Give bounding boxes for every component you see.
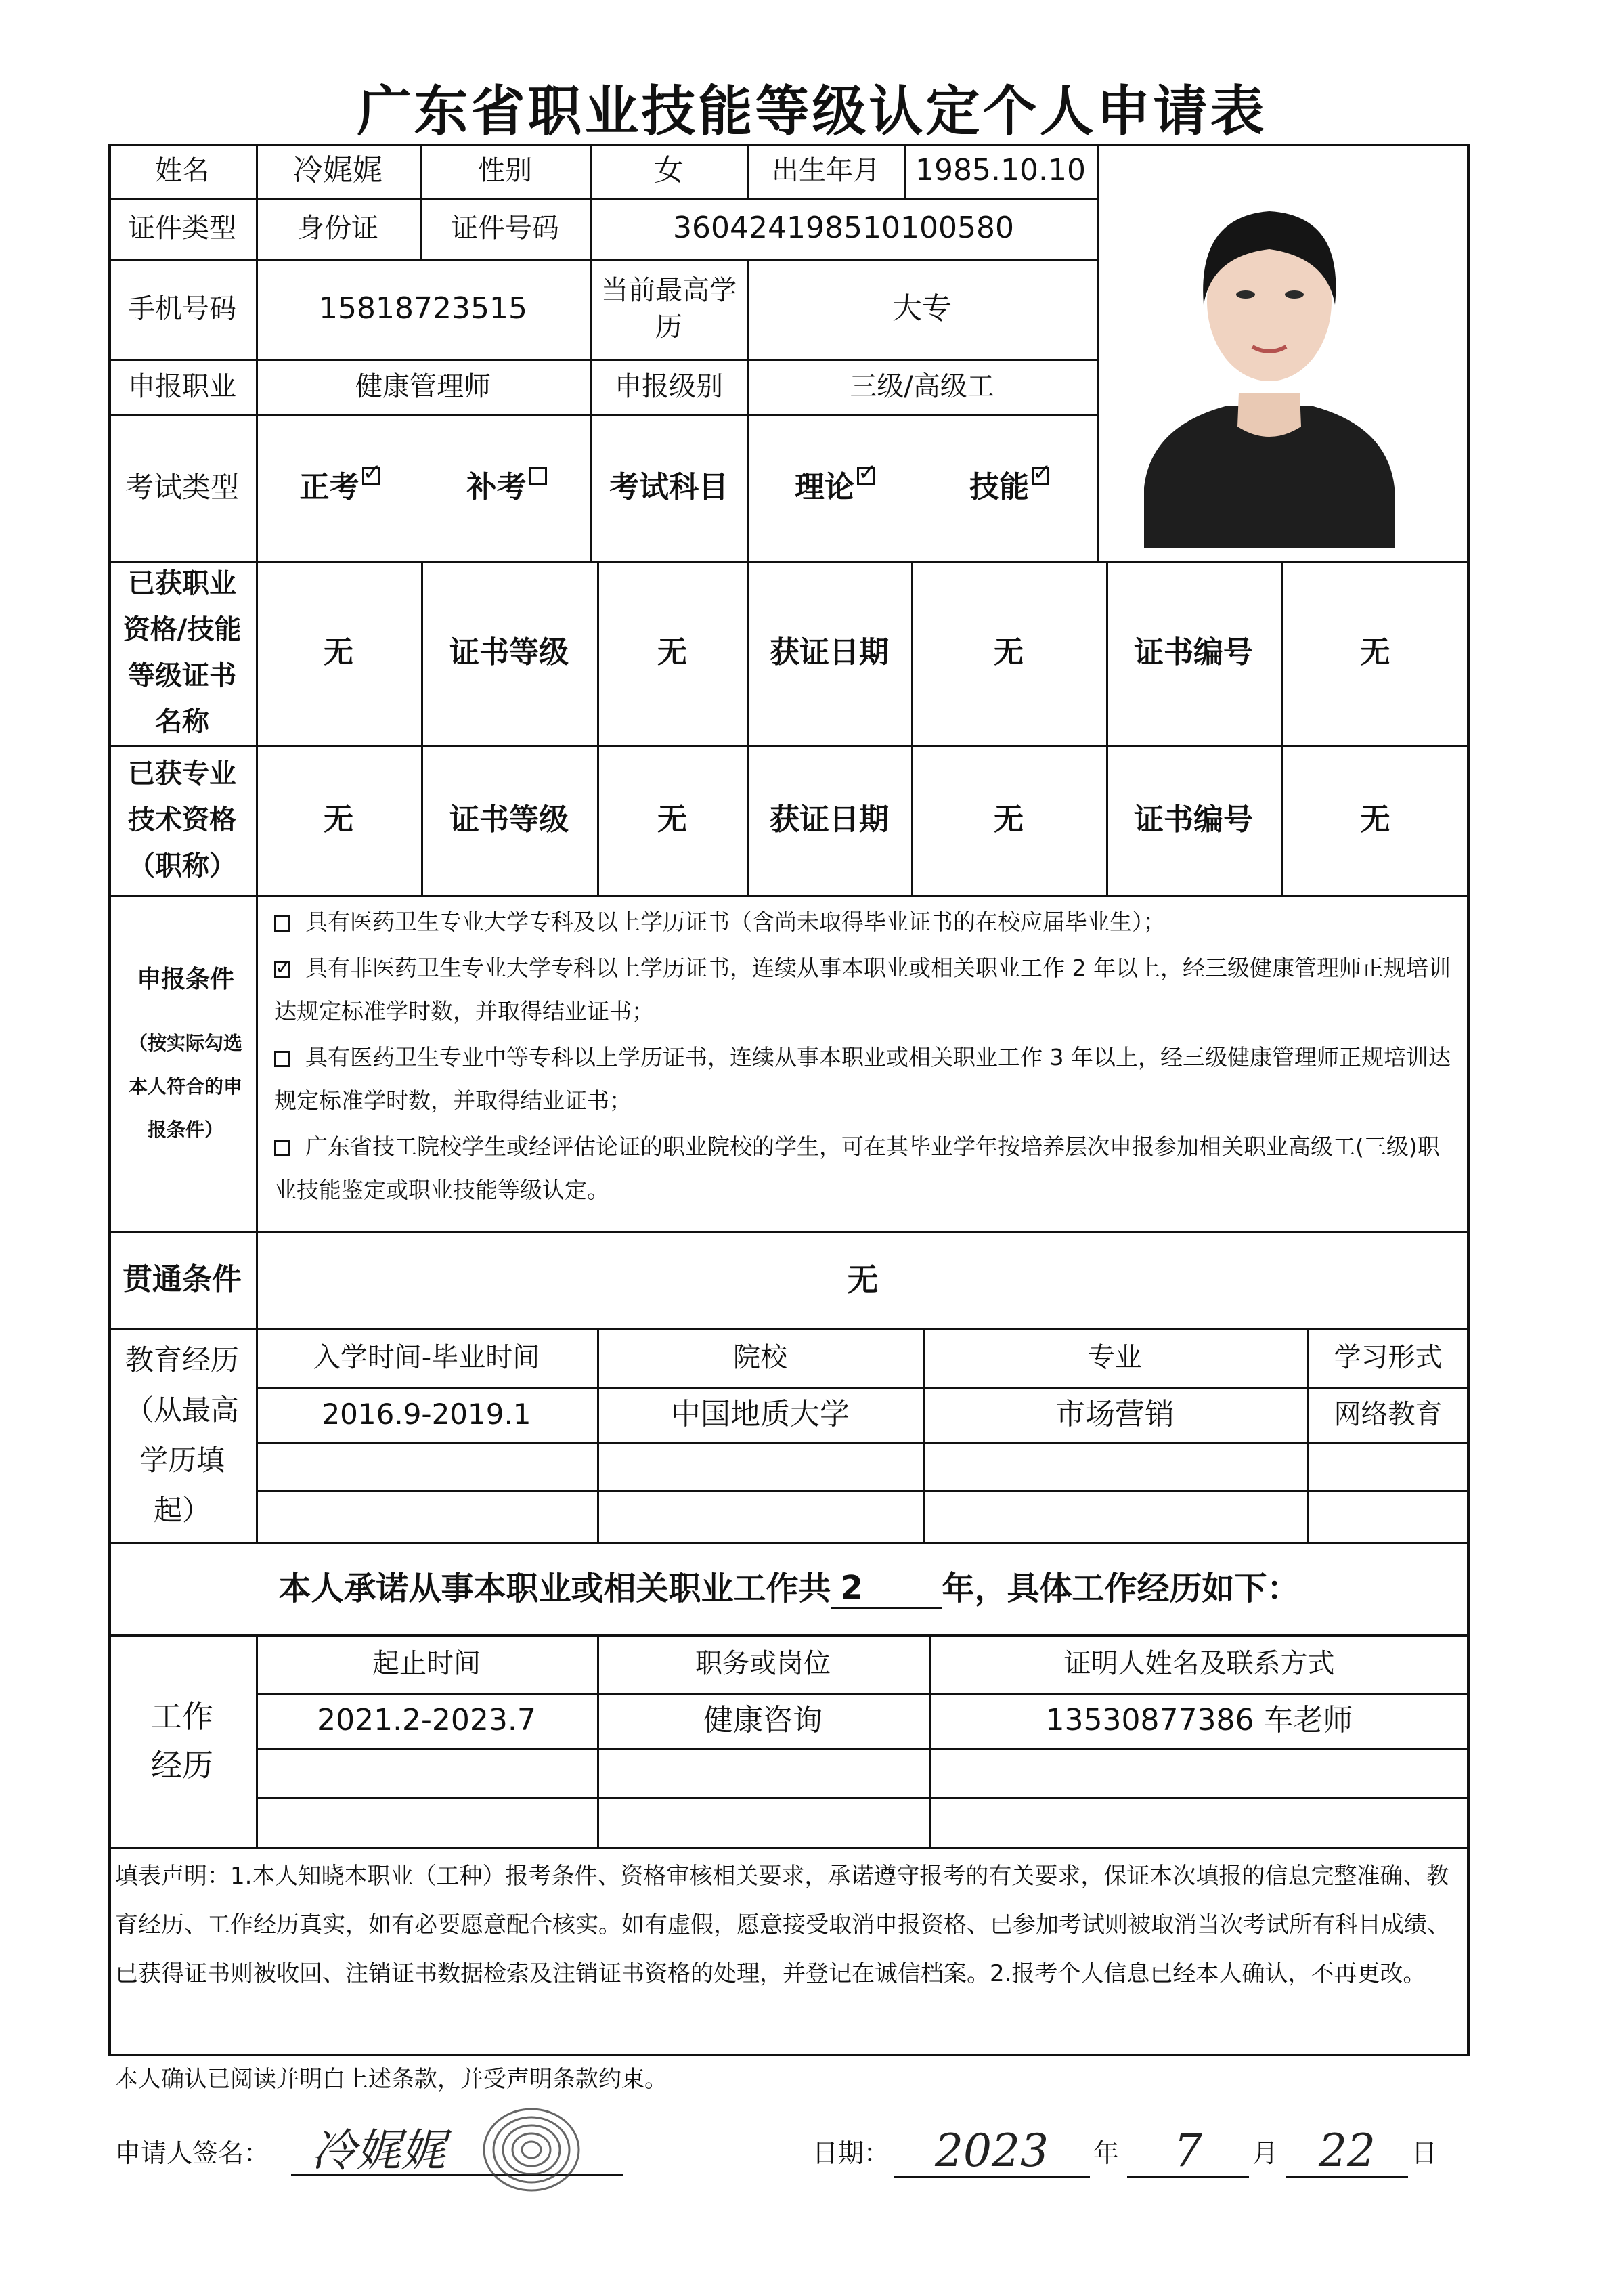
date-label: 日期： — [812, 2138, 890, 2168]
gender-value: 女 — [654, 153, 684, 188]
month-unit: 月 — [1252, 2138, 1279, 2168]
label-tech-cert: 已获专业技术资格（职称） — [128, 758, 236, 882]
id-number-value: 360424198510100580 — [673, 211, 1014, 246]
label-occupation: 申报职业 — [128, 371, 236, 402]
exam-subject-options — [747, 414, 1097, 561]
check-mark-icon: ✓ — [858, 459, 877, 487]
date-day-field[interactable]: 22 — [1286, 2126, 1408, 2178]
label-work-history: 工作经历 — [151, 1698, 213, 1783]
edu-header-school: 院校 — [733, 1342, 787, 1373]
check-mark-icon: ✓ — [275, 955, 292, 980]
condition-item-2[interactable]: ✓ 具有非医药卫生专业大学专科以上学历证书，连续从事本职业或相关职业工作 2 年以上，经三级健康管理师正规培训达规定标准学时数，并取得结业证书； — [274, 955, 1451, 1024]
check-mark-icon: ✓ — [362, 459, 382, 487]
applicant-photo — [1124, 169, 1415, 548]
skill-cert-date: 无 — [994, 635, 1024, 670]
exam-type-options — [256, 414, 590, 561]
work-row-period: 2021.2-2023.7 — [317, 1703, 536, 1738]
condition-2-checkbox[interactable] — [274, 955, 292, 980]
col-line — [747, 561, 749, 895]
label-edu-history: 教育经历（从最高学历填起） — [125, 1343, 239, 1527]
label-conditions: 申报条件 — [136, 965, 234, 993]
year-unit: 年 — [1093, 2138, 1120, 2168]
occupation-value: 健康管理师 — [355, 371, 491, 402]
work-header-reference: 证明人姓名及联系方式 — [1063, 1648, 1335, 1679]
label-cert-no: 证书编号 — [1134, 635, 1253, 670]
edu-row-major: 市场营销 — [1055, 1397, 1175, 1432]
id-type-value: 身份证 — [297, 213, 378, 244]
label-level: 申报级别 — [615, 371, 723, 402]
condition-item-3[interactable]: 具有医药卫生专业中等专科以上学历证书，连续从事本职业或相关职业工作 3 年以上，经三级健康管理师正规培训达规定标准学时数，并取得结业证书； — [274, 1044, 1451, 1114]
tech-cert-date: 无 — [994, 802, 1024, 838]
label-tech-cert-date: 获证日期 — [770, 802, 889, 838]
exam-skill-option[interactable]: 技能 ✓ — [969, 459, 1052, 505]
edu-header-period: 入学时间-毕业时间 — [313, 1342, 540, 1373]
edu-header-major: 专业 — [1088, 1342, 1142, 1373]
skill-cert-name: 无 — [324, 635, 353, 670]
label-gender: 性别 — [478, 155, 532, 186]
condition-item-4[interactable]: 广东省技工院校学生或经评估论证的职业院校的学生，可在其毕业学年按培养层次申报参加相关职业高级工(三级)职业技能鉴定或职业技能等级认定。 — [274, 1133, 1440, 1203]
label-id-number: 证件号码 — [451, 213, 559, 244]
commit-prefix: 本人承诺从事本职业或相关职业工作共 — [278, 1569, 831, 1607]
declaration-text: 填表声明：1.本人知晓本职业（工种）报考条件、资格审核相关要求，承诺遵守报考的有关要求，保证本次填报的信息完整准确、教育经历、工作经历真实，如有必要愿意配合核实。如有虚假，愿意接受取消申报资格、已参加考试则被取消当次考试所有科目成绩、已获得证书则被收回、注销证书数据检索及注销证书资格的处理，并登记在诚信档案。2.报考个人信息已经本人确认，不再更改。 — [115, 1863, 1450, 1987]
row-line — [256, 1748, 1470, 1750]
label-name: 姓名 — [155, 155, 209, 186]
label-through: 贯通条件 — [123, 1262, 242, 1297]
condition-item-1[interactable]: 具有医药卫生专业大学专科及以上学历证书（含尚未取得毕业证书的在校应届毕业生）； — [274, 901, 1452, 944]
label-conditions-note: （按实际勾选本人符合的申报条件） — [129, 1032, 243, 1141]
birth-value: 1985.10.10 — [915, 153, 1086, 188]
through-value: 无 — [847, 1261, 879, 1298]
label-cert-grade: 证书等级 — [449, 635, 569, 670]
label-tech-cert-grade: 证书等级 — [449, 802, 569, 838]
commitment-line — [108, 1542, 1470, 1634]
edu-row-period: 2016.9-2019.1 — [322, 1397, 531, 1431]
date-year-field[interactable]: 2023 — [894, 2126, 1090, 2178]
row-line — [256, 1442, 1470, 1444]
check-mark-icon: ✓ — [1032, 459, 1052, 487]
label-tech-cert-no: 证书编号 — [1134, 802, 1253, 838]
label-exam-type: 考试类型 — [125, 470, 239, 504]
label-exam-subject: 考试科目 — [609, 470, 728, 505]
skill-cert-grade: 无 — [657, 635, 687, 670]
exam-regular-option[interactable]: 正考 ✓ — [299, 459, 382, 505]
label-skill-cert: 已获职业资格/技能等级证书名称 — [123, 568, 242, 737]
signature-label: 申请人签名： — [115, 2138, 270, 2168]
edu-row-form: 网络教育 — [1334, 1399, 1443, 1430]
row-line — [108, 1847, 1470, 1849]
makeup-checkbox[interactable] — [529, 467, 547, 485]
label-phone: 手机号码 — [128, 293, 236, 324]
skill-cert-no: 无 — [1360, 635, 1390, 670]
work-header-position: 职务或岗位 — [695, 1648, 831, 1679]
tech-cert-no: 无 — [1360, 802, 1390, 838]
portrait-picture — [1124, 169, 1415, 548]
condition-1-checkbox[interactable] — [274, 915, 290, 932]
work-header-period: 起止时间 — [372, 1648, 481, 1679]
row-line — [108, 895, 1470, 897]
label-education: 当前最高学历 — [601, 275, 737, 343]
work-row-reference: 13530877386 车老师 — [1045, 1703, 1353, 1738]
skill-checkbox[interactable] — [1032, 459, 1052, 487]
label-id-type: 证件类型 — [128, 213, 236, 244]
row-line — [256, 1797, 1470, 1799]
tech-cert-grade: 无 — [657, 802, 687, 838]
edu-header-form: 学习形式 — [1334, 1342, 1443, 1373]
phone-value: 15818723515 — [319, 291, 527, 326]
regular-checkbox[interactable] — [362, 459, 382, 487]
name-value: 冷娓娓 — [293, 153, 382, 188]
confirmation-text: 本人确认已阅读并明白上述条款，并受声明条款约束。 — [115, 2066, 667, 2093]
exam-makeup-option[interactable]: 补考 — [467, 467, 547, 507]
label-cert-date: 获证日期 — [770, 635, 889, 670]
tech-cert-name: 无 — [324, 802, 353, 838]
row-line — [256, 1490, 1470, 1492]
edu-row-school: 中国地质大学 — [671, 1397, 850, 1432]
commit-suffix: 年，具体工作经历如下： — [942, 1569, 1300, 1607]
work-row-position: 健康咨询 — [703, 1703, 822, 1738]
theory-checkbox[interactable] — [857, 459, 877, 487]
condition-4-checkbox[interactable] — [274, 1140, 290, 1156]
label-birth: 出生年月 — [772, 155, 880, 186]
education-value: 大专 — [892, 291, 952, 326]
col-line — [1097, 144, 1099, 561]
signature-field[interactable]: 冷娓娓 — [291, 2126, 623, 2176]
level-value: 三级/高级工 — [850, 371, 994, 402]
commit-years: 2 — [831, 1569, 942, 1609]
date-month-field[interactable]: 7 — [1127, 2126, 1249, 2178]
day-unit: 日 — [1411, 2138, 1438, 2168]
condition-3-checkbox[interactable] — [274, 1051, 290, 1067]
form-title: 广东省职业技能等级认定个人申请表 — [357, 79, 1267, 143]
fingerprint-icon — [474, 2099, 589, 2201]
exam-theory-option[interactable]: 理论 ✓ — [795, 459, 877, 505]
